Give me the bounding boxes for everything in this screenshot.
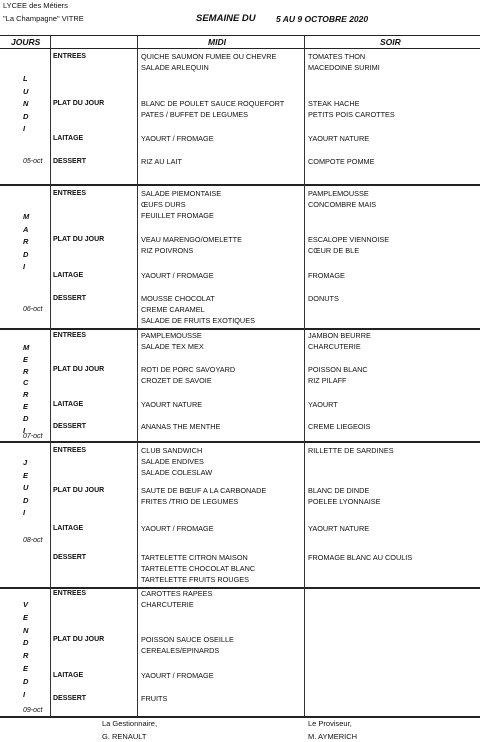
soir-dish: ESCALOPE VIENNOISE (308, 235, 390, 244)
midi-dish: SALADE PIEMONTAISE (141, 189, 222, 198)
soir-dish: TOMATES THON (308, 52, 366, 61)
midi-dish: TARTELETTE FRUITS ROUGES (141, 575, 249, 585)
day-letter: D (23, 495, 29, 505)
day-separator (0, 328, 480, 330)
day-letter: U (23, 86, 29, 96)
signature-right-name: M. AYMERICH (308, 732, 358, 741)
day-separator (0, 441, 480, 443)
day-letter: I (23, 124, 26, 133)
midi-dish: PATES / BUFFET DE LEGUMES (141, 110, 249, 120)
soir-dish: CONCOMBRE MAIS (308, 200, 377, 210)
school-name: LYCEE des Métiers (3, 1, 68, 10)
midi-dish: ŒUFS DURS (141, 200, 186, 210)
category-label-laitage: LAITAGE (53, 272, 84, 279)
day-letter: I (23, 508, 26, 517)
column-divider (304, 35, 305, 717)
category-label-entrees: ENTREES (53, 590, 87, 597)
column-divider (137, 35, 138, 717)
day-letter: D (23, 676, 29, 686)
midi-dish: SALADE TEX MEX (141, 342, 204, 352)
day-letter: E (23, 402, 29, 411)
midi-dish: VEAU MARENGO/OMELETTE (141, 235, 242, 244)
day-letter: N (23, 625, 29, 635)
day-letter: D (23, 249, 29, 259)
day-letter: R (23, 390, 29, 400)
category-label-plat: PLAT DU JOUR (53, 636, 105, 643)
category-label-entrees: ENTREES (53, 190, 87, 197)
day-date: 07-oct (23, 433, 43, 440)
soir-dish: POISSON BLANC (308, 365, 368, 374)
day-date: 09-oct (23, 707, 43, 714)
midi-dish: SAUTE DE BŒUF A LA CARBONADE (141, 486, 267, 495)
midi-dish: TARTELETTE CHOCOLAT BLANC (141, 564, 256, 574)
day-letter: D (23, 111, 29, 121)
soir-dish: MACEDOINE SURIMI (308, 63, 380, 73)
school-location: "La Champagne" VITRE (3, 14, 84, 23)
midi-dish: YAOURT / FROMAGE (141, 134, 214, 143)
day-letter: R (23, 651, 29, 661)
category-label-dessert: DESSERT (53, 554, 87, 561)
category-label-plat: PLAT DU JOUR (53, 236, 105, 243)
day-letter: A (23, 224, 29, 234)
midi-dish: CREME CARAMEL (141, 305, 205, 315)
day-letter: I (23, 262, 26, 271)
midi-dish: SALADE COLESLAW (141, 468, 213, 478)
table-top-border (0, 35, 480, 36)
midi-dish: FEUILLET FROMAGE (141, 211, 214, 221)
midi-dish: ROTI DE PORC SAVOYARD (141, 365, 236, 374)
category-label-dessert: DESSERT (53, 295, 87, 302)
soir-dish: CREME LIEGEOIS (308, 422, 371, 431)
soir-dish: YAOURT NATURE (308, 134, 370, 143)
midi-dish: ANANAS THE MENTHE (141, 422, 221, 431)
header-bottom-border (0, 48, 480, 49)
midi-dish: RIZ AU LAIT (141, 157, 182, 166)
column-header-soir: SOIR (380, 37, 401, 47)
day-separator (0, 184, 480, 186)
category-label-entrees: ENTREES (53, 332, 87, 339)
soir-dish: PETITS POIS CAROTTES (308, 110, 395, 120)
soir-dish: YAOURT (308, 400, 338, 409)
day-letter: E (23, 354, 29, 364)
signature-right-title: Le Proviseur, (308, 719, 352, 728)
midi-dish: POISSON SAUCE OSEILLE (141, 635, 234, 644)
column-header-midi: MIDI (208, 37, 226, 47)
soir-dish: CHARCUTERIE (308, 342, 361, 352)
day-letter: E (23, 470, 29, 480)
midi-dish: CHARCUTERIE (141, 600, 194, 610)
week-label: SEMAINE DU (196, 13, 256, 24)
midi-dish: RIZ POIVRONS (141, 246, 194, 256)
midi-dish: QUICHE SAUMON FUMEE OU CHEVRE (141, 52, 277, 61)
category-label-laitage: LAITAGE (53, 672, 84, 679)
soir-dish: POELEE LYONNAISE (308, 497, 381, 507)
day-letter: R (23, 366, 29, 376)
soir-dish: FROMAGE (308, 271, 345, 280)
week-dates: 5 AU 9 OCTOBRE 2020 (276, 14, 369, 24)
day-date: 08-oct (23, 537, 43, 544)
midi-dish: CLUB SANDWICH (141, 446, 203, 455)
signature-left-name: G. RENAULT (102, 732, 147, 741)
soir-dish: RIZ PILAFF (308, 376, 347, 386)
day-letter: D (23, 413, 29, 423)
midi-dish: YAOURT / FROMAGE (141, 671, 214, 680)
midi-dish: YAOURT / FROMAGE (141, 271, 214, 280)
day-letter: R (23, 237, 29, 246)
day-date: 05-oct (23, 158, 43, 165)
day-letter: N (23, 99, 29, 108)
soir-dish: RILLETTE DE SARDINES (308, 446, 394, 455)
midi-dish: YAOURT NATURE (141, 400, 203, 409)
soir-dish: YAOURT NATURE (308, 524, 370, 533)
midi-dish: FRITES /TRIO DE LEGUMES (141, 497, 239, 507)
category-label-dessert: DESSERT (53, 695, 87, 702)
soir-dish: DONUTS (308, 294, 339, 303)
day-letter: C (23, 378, 29, 388)
midi-dish: CAROTTES RAPEES (141, 589, 213, 598)
soir-dish: PAMPLEMOUSSE (308, 189, 369, 198)
day-letter: V (23, 600, 29, 609)
day-letter: M (23, 212, 30, 221)
signature-left-title: La Gestionnaire, (102, 719, 158, 728)
category-label-dessert: DESSERT (53, 158, 87, 165)
category-label-plat: PLAT DU JOUR (53, 366, 105, 373)
midi-dish: TARTELETTE CITRON MAISON (141, 553, 248, 562)
category-label-entrees: ENTREES (53, 53, 87, 60)
table-bottom-border (0, 716, 480, 718)
day-letter: L (23, 74, 28, 83)
category-label-dessert: DESSERT (53, 423, 87, 430)
soir-dish: JAMBON BEURRE (308, 331, 371, 340)
day-letter: E (23, 664, 29, 673)
category-label-plat: PLAT DU JOUR (53, 487, 105, 494)
category-label-laitage: LAITAGE (53, 135, 84, 142)
midi-dish: FRUITS (141, 694, 168, 703)
midi-dish: SALADE DE FRUITS EXOTIQUES (141, 316, 255, 326)
midi-dish: PAMPLEMOUSSE (141, 331, 202, 340)
day-letter: D (23, 638, 29, 648)
category-label-entrees: ENTREES (53, 447, 87, 454)
midi-dish: CEREALES/EPINARDS (141, 646, 220, 656)
midi-dish: CROZET DE SAVOIE (141, 376, 212, 386)
soir-dish: BLANC DE DINDE (308, 486, 370, 495)
category-label-plat: PLAT DU JOUR (53, 100, 105, 107)
day-letter: U (23, 483, 29, 492)
column-header-jours: JOURS (11, 37, 41, 47)
soir-dish: COMPOTE POMME (308, 157, 375, 166)
day-letter: I (23, 425, 26, 435)
soir-dish: CŒUR DE BLE (308, 246, 360, 256)
category-label-laitage: LAITAGE (53, 525, 84, 532)
soir-dish: STEAK HACHE (308, 99, 360, 108)
midi-dish: SALADE ARLEQUIN (141, 63, 209, 73)
midi-dish: BLANC DE POULET SAUCE ROQUEFORT (141, 99, 285, 108)
day-letter: E (23, 612, 29, 622)
midi-dish: YAOURT / FROMAGE (141, 524, 214, 533)
midi-dish: SALADE ENDIVES (141, 457, 204, 467)
soir-dish: FROMAGE BLANC AU COULIS (308, 553, 413, 562)
column-divider (50, 35, 51, 717)
day-date: 06-oct (23, 306, 43, 313)
category-label-laitage: LAITAGE (53, 401, 84, 408)
day-letter: I (23, 689, 26, 699)
day-letter: M (23, 343, 30, 352)
midi-dish: MOUSSE CHOCOLAT (141, 294, 215, 303)
day-letter: J (23, 458, 28, 467)
